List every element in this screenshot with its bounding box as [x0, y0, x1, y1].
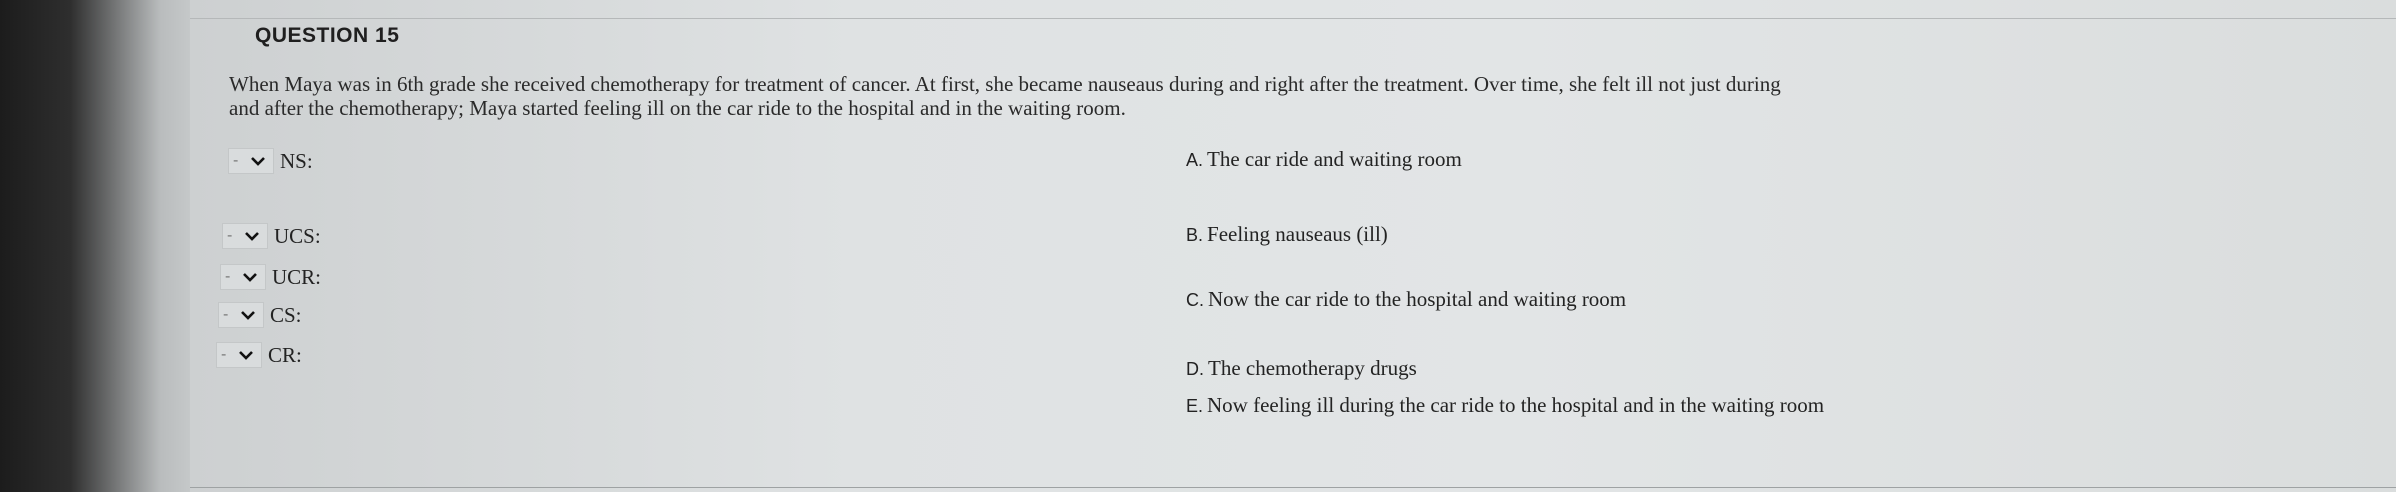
ns-select[interactable]: - [228, 148, 274, 174]
answer-option-b: B. Feeling nauseaus (ill) [1186, 222, 1388, 246]
match-row-cr [216, 342, 302, 368]
chevron-down-icon [237, 304, 259, 326]
prompt-line-2: and after the chemotherapy; Maya started feeling ill on the car ride to the hospital and in the waiting room. [229, 96, 1126, 120]
term-label-ucs: UCS: [274, 223, 321, 248]
ucs-select[interactable]: - [222, 223, 268, 249]
term-label-ns: NS: [280, 148, 313, 173]
match-row-ucr [220, 264, 321, 290]
top-divider [190, 18, 2396, 19]
chevron-down-icon [235, 344, 257, 366]
ucr-select[interactable]: - [220, 264, 266, 290]
cs-select[interactable]: - [218, 302, 264, 328]
question-prompt [229, 72, 2189, 120]
chevron-down-icon [241, 225, 263, 247]
bottom-divider [190, 487, 2396, 488]
answer-option-e: E. Now feeling ill during the car ride to the hospital and in the waiting room [1186, 393, 1825, 417]
answer-option-c: C. Now the car ride to the hospital and waiting room [1186, 287, 1627, 311]
answer-option-a: A. The car ride and waiting room [1186, 147, 1462, 171]
chevron-down-icon [239, 266, 261, 288]
term-label-cs: CS: [270, 302, 302, 327]
match-row-ns [228, 148, 313, 174]
chevron-down-icon [247, 150, 269, 172]
match-row-ucs [222, 223, 321, 249]
question-title: QUESTION 15 [255, 24, 400, 47]
term-label-cr: CR: [268, 342, 302, 367]
term-label-ucr: UCR: [272, 264, 322, 289]
answer-option-d: D. The chemotherapy drugs [1186, 356, 1417, 380]
cr-select[interactable]: - [216, 342, 262, 368]
match-row-cs [218, 302, 302, 328]
prompt-line-1: When Maya was in 6th grade she received chemotherapy for treatment of cancer. At first, she became nauseaus during and right after the treatment. Over time, she felt ill not just during [229, 72, 1781, 96]
